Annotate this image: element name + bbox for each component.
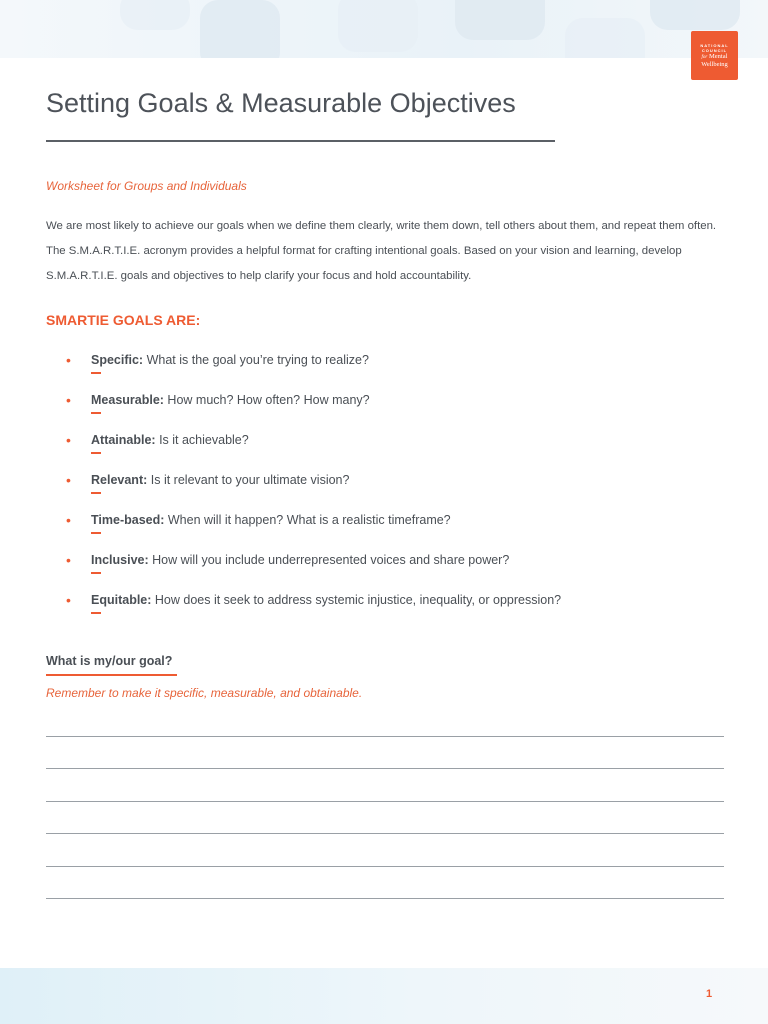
criteria-text: [91, 550, 509, 570]
criteria-term: Time-based:: [91, 513, 165, 527]
page-title: Setting Goals & Measurable Objectives: [46, 88, 516, 118]
logo-text: [702, 53, 728, 61]
bullet-icon: •: [66, 392, 71, 408]
criteria-description: How will you include underrepresented voices and share power?: [148, 553, 510, 567]
decorative-tile: [120, 0, 190, 30]
criteria-term: Attainable:: [91, 433, 156, 447]
criteria-text: [91, 390, 370, 410]
header-decorative-band: [0, 0, 768, 58]
criteria-description: How does it seek to address systemic injustice, inequality, or oppression?: [151, 593, 562, 607]
logo-text: COUNCIL: [701, 48, 728, 53]
answer-line[interactable]: [46, 736, 724, 737]
decorative-tile: [650, 0, 740, 30]
answer-line[interactable]: [46, 866, 724, 867]
criteria-text: [91, 470, 349, 490]
criteria-term: Equitable:: [91, 593, 152, 607]
bullet-icon: •: [66, 472, 71, 488]
bullet-icon: •: [66, 512, 71, 528]
footer-decorative-band: [0, 968, 768, 1024]
criteria-text: [91, 590, 561, 610]
logo-text: NATIONAL: [700, 43, 729, 48]
decorative-tile: [455, 0, 545, 40]
decorative-tile: [565, 18, 645, 58]
criteria-text: [91, 430, 249, 450]
bullet-icon: •: [66, 552, 71, 568]
page-number: 1: [706, 988, 713, 1000]
intro-paragraph: We are most likely to achieve our goals when we define them clearly, write them down, tell others about them, and repeat them often. The S.M.A.R.T.I.E. acronym provides a helpful format for crafting intentional goals. Based on your vision and learning, develop S.M.A.R.T.I.E. goals and objectives to help clarify your focus and hold accountability.: [46, 220, 717, 282]
bullet-icon: •: [66, 592, 71, 608]
decorative-tile: [200, 0, 280, 58]
criteria-description: How much? How often? How many?: [163, 393, 370, 407]
logo-text: Wellbeing: [701, 61, 728, 68]
criteria-term: Inclusive:: [91, 553, 149, 567]
answer-line[interactable]: [46, 833, 724, 834]
criteria-description: Is it relevant to your ultimate vision?: [147, 473, 350, 487]
goal-hint: Remember to make it specific, measurable, and obtainable.: [46, 686, 363, 700]
logo-text: Mental: [709, 53, 728, 60]
criteria-term: Measurable:: [91, 393, 164, 407]
section-heading: SMARTIE GOALS ARE:: [46, 312, 201, 328]
answer-line[interactable]: [46, 801, 724, 802]
goal-question: What is my/our goal?: [46, 654, 173, 668]
title-divider: [46, 140, 555, 142]
criteria-text: [91, 510, 451, 530]
criteria-text: [91, 350, 369, 370]
criteria-description: Is it achievable?: [155, 433, 249, 447]
criteria-description: When will it happen? What is a realistic timeframe?: [164, 513, 451, 527]
answer-line[interactable]: [46, 768, 724, 769]
criteria-description: What is the goal you’re trying to realize?: [143, 353, 369, 367]
logo-text: for: [701, 55, 708, 60]
answer-line[interactable]: [46, 898, 724, 899]
organization-logo: [691, 31, 738, 80]
bullet-icon: •: [66, 352, 71, 368]
decorative-tile: [338, 0, 418, 52]
criteria-term: Relevant:: [91, 473, 148, 487]
page-subtitle: Worksheet for Groups and Individuals: [46, 179, 247, 193]
criteria-term: Specific:: [91, 353, 144, 367]
bullet-icon: •: [66, 432, 71, 448]
question-underline: [46, 674, 177, 676]
